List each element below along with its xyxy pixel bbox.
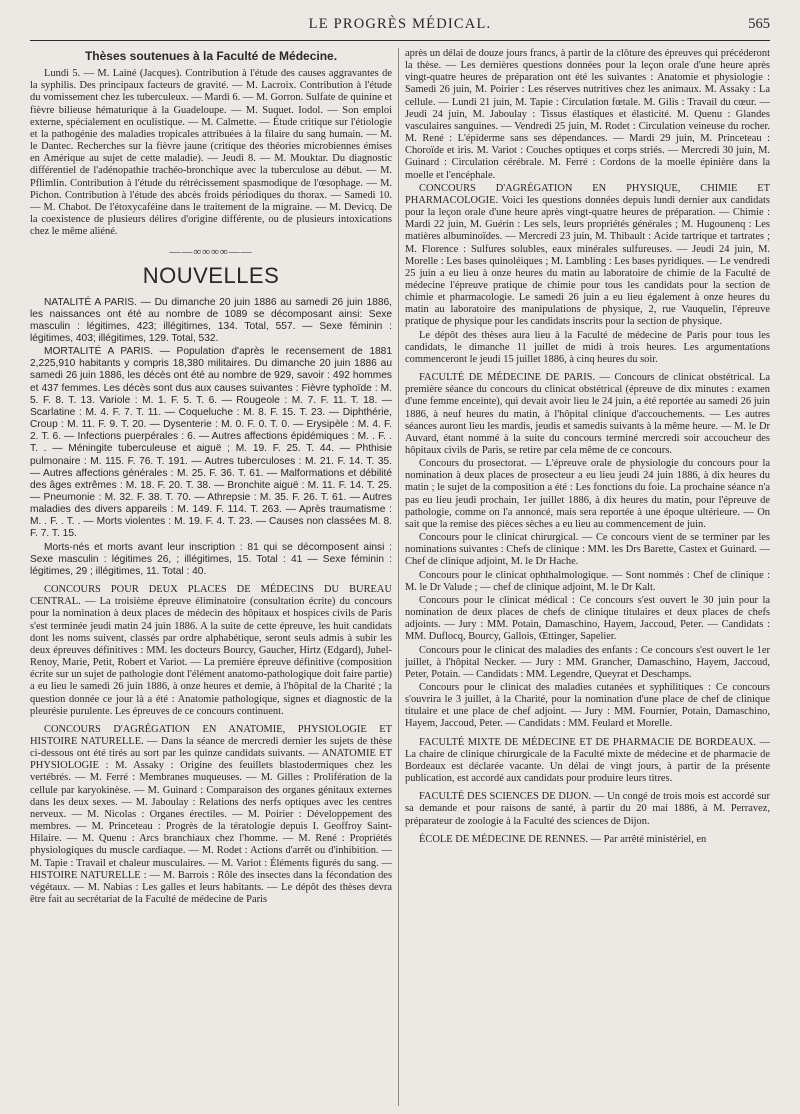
depot-theses-paragraph: Le dépôt des thèses aura lieu à la Faculté de médecine de Paris pour tous les candidats, le dimanche 11 juillet de midi à trois heures. Les argumentations commenceront le jeudi 15 juillet 1886, à cinq heures du soir. xyxy=(405,329,770,365)
morts-nes-paragraph: Morts-nés et morts avant leur inscription : 81 qui se décomposent ainsi : Sexe masculin : légitimes 26, ; illégitimes, 15. Total : 41 — Sexe féminin : légitimes, 29 ; illégitimes, 11. Total : 40. xyxy=(30,541,392,577)
faculte-paris-paragraph: FACULTÉ DE MÉDECINE DE PARIS. — Concours de clinicat obstétrical. La première séance du concours du clinicat obstétrical (épreuve de dix minutes : examen d'une femme enceinte), qui devait avoir lieu le 24 juin, a été reportée au samedi 26 juin 1886, à neuf heures du matin, à l'hôpital clinique d'accouchements. — Les autres séances auront lieu les mardis, jeudis et samedis suivants à la même heure. — M. le Dr Auvard, étant nommé à la suite du concours terminé mercredi soir accoucheur des hôpitaux civils de Paris, se retire par cela même de ce concours. xyxy=(405,372,770,456)
prosectorat-paragraph: Concours du prosectorat. — L'épreuve orale de physiologie du concours pour la nomination à deux places de prosecteur a eu lieu jeudi 24 juin 1886, à dix heures du matin ; le sujet de la composition a été : Les fonctions du foie. La prochaine séance n'a pas eu lieu jeudi prochain, 1er juillet 1886, à dix heures du matin, pour l'épreuve de pathologie, comme on l'a annoncé, mais sera reportée à une époque ultérieure. — On sait que la remise des pièces sèches a eu lieu au commencement de juin. xyxy=(405,458,770,530)
running-title: LE PROGRÈS MÉDICAL. xyxy=(308,16,492,32)
faculte-dijon-paragraph: FACULTÉ DES SCIENCES DE DIJON. — Un congé de trois mois est accordé sur sa demande et pour raisons de santé, à partir du 20 mai 1886, à M. Perravez, préparateur de zoologie à la Faculté des sciences de Dijon. xyxy=(405,791,770,827)
page-header xyxy=(30,14,770,38)
clinicat-enfants-paragraph: Concours pour le clinicat des maladies des enfants : Ce concours s'est ouvert le 1er juillet, à l'hôpital Necker. — Jury : MM. Grancher, Damaschino, Hayem, Jaccoud, Peter, Potain. — Candidats : MM. Legendre, Queyrat et Deschamps. xyxy=(405,644,770,680)
continuation-paragraph: après un délai de douze jours francs, à partir de la clôture des épreuves qui précéderont la thèse. — Les dernières questions données pour la leçon orale d'une heure après vingt-quatre heures de préparation ont été les suivantes : Anatomie et physiologie : Samedi 26 juin, M. Poirier : Les réserves nutritives chez les animaux. M. Assaky : La cellule. — Lundi 21 juin, M. Tapie : Circulation fœtale. M. Gilis : Travail du cœur. — Jeudi 24 juin, M. Jaboulay : Tissus élastiques et élasticité. M. Quenu : Glandes vasculaires sanguines. — Vendredi 25 juin, M. Rodet : Circulation veineuse du rocher. M. René : L'épiderme sans ses dépendances. — Mardi 29 juin, M. Princeteau : Choroïde et iris. M. Variot : Couches optiques et corps striés. — Mercredi 30 juin, M. Guinard : Circulation cérébrale. M. Ferré : Cordons de la moelle épinière dans la moelle et l'encéphale. xyxy=(405,48,770,181)
ornament-divider: ——∞∞∞∞—— xyxy=(169,246,253,259)
theses-heading: Thèses soutenues à la Faculté de Médecine. xyxy=(84,49,338,63)
clinicat-cutanees-paragraph: Concours pour le clinicat des maladies cutanées et syphilitiques : Ce concours s'ouvrira le 3 juillet, à la Charité, pour la nomination d'une place de chef de clinique titulaire et une place de chef adjoint. — Jury : MM. Fournier, Potain, Damaschino, Hayem, Jaccoud, Peter. — Candidats : MM. Feulard et Morelle. xyxy=(405,681,770,730)
mortalite-paragraph: MORTALITÉ A PARIS. — Population d'après le recensement de 1881 2,225,910 habitants y compris 18,380 militaires. Du dimanche 20 juin 1886 au samedi 26 juin 1886, les décès ont été au nombre de 929, savoir : 492 hommes et 437 femmes. Les décès sont dus aux causes suivantes : Fièvre typhoïde : M. 5. F. 8. T. 13. Variole : M. 1. F. 5. T. 6. — Rougeole : M. 7. F. 11. T. 18. — Scarlatine : M. 4. F. 7. T. 11. — Coqueluche : M. 8. F. 15. T. 23. — Diphthérie, Croup : M. 11. F. 9. T. 20. — Dysenterie : M. 0. F. 0. T. 0. — Erysipèle : M. 4. F. 2. T. 6. — Infections puerpérales : 6. — Autres affections épidémiques : M. . F. . T. . — Méningite tuberculeuse et aiguë ; M. 19. F. 25. T. 44. — Phthisie pulmonaire : M. 115. F. 76. T. 191. — Autres tuberculoses : M. 21. F. 14. T. 35. — Autres affections générales : M. 25. F. 36. T. 61. — Malformations et débilité des âges extrêmes : M. 18. F. 20. T. 38. — Bronchite aiguë : M. 11. F. 14. T. 25. — Pneumonie : M. 32. F. 38. T. 70. — Athrepsie : M. 35. F. 26. T. 61. — Autres maladies des divers appareils : M. 149. F. 114. T. 263. — Après traumatisme : M. . F. . T. . — Morts violentes : M. 19. F. 4. T. 23. — Causes non classées M. 8. F. 7. T. 15. xyxy=(30,346,392,540)
left-column xyxy=(30,48,392,1108)
concours-bureau-paragraph: CONCOURS POUR DEUX PLACES DE MÉDECINS DU BUREAU CENTRAL. — La troisième épreuve éliminatoire (consultation écrite) du concours pour la nomination à deux places de médecin des hôpitaux et hospices civils de Paris s'est terminée jeudi matin 24 juin 1886. A la suite de cette épreuve, les huit candidats dont les noms suivent, classés par ordre alphabétique, seront seuls admis à subir les deux épreuves définitives : MM. les docteurs Bourcy, Gaucher, Hirtz (Edgard), Juhel-Renoy, Marie, Petit, Robert et Variot. — La première épreuve définitive (composition écrite sur un sujet de pathologie dont l'élément anatomo-pathologique doit faire partie) a eu lieu le samedi 26 juin 1886, à onze heures et demie, à l'hôpital de la Charité ; la question donnée ce jour là a été : Anatomie pathologique, signes et diagnostic de la pleurésie purulente. Les épreuves de ce concours continuent. xyxy=(30,584,392,717)
page-number: 565 xyxy=(748,16,770,32)
header-rule xyxy=(30,40,770,41)
clinicat-medical-paragraph: Concours pour le clinicat médical : Ce concours s'est ouvert le 30 juin pour la nomination de deux places de chefs de clinique titulaires et deux places de chefs adjoints. — Jury : MM. Potain, Damaschino, Hayem, Jaccoud, Peter. — Candidats : MM. Duflocq, Bourcy, Gallois, Œttinger, Sapelier. xyxy=(405,594,770,643)
concours-agregation-physique-paragraph: CONCOURS D'AGRÉGATION EN PHYSIQUE, CHIMIE ET PHARMACOLOGIE. Voici les questions données depuis lundi dernier aux candidats pour la leçon orale d'une heure après vingt-quatre heures de préparation. — Chimie : Mardi 22 juin, M. Guérin : Les sels, leurs propriétés générales ; M. Hugounenq : Les matières albuminoïdes. — Mercredi 23 juin, M. Thibault : Acide tartrique et tartrates ; M. Florence : Sulfures solubles, eaux minérales sulfureuses. — Jeudi 24 juin, M. Morelle : Les bases quinoléiques ; M. Lambling : Les bases pyridiques. — Le vendredi 25 juin a eu lieu à onze heures du matin au laboratoire de chimie de la Faculté de médecine l'épreuve pratique de chimie pour tous les candidats pour la section de chimie et pharmacologie. Le samedi 26 juin a eu lieu également à onze heures du matin au laboratoire des manipulations de physique, 2, rue Vauquelin, l'épreuve pratique de physique pour les candidats inscrits pour la section de physique. xyxy=(405,182,770,328)
nouvelles-heading: NOUVELLES xyxy=(142,262,280,288)
clinicat-chirurgical-paragraph: Concours pour le clinicat chirurgical. — Ce concours vient de se terminer par les nominations suivantes : Chefs de clinique : MM. les Drs Barette, Castex et Guinard. — Chef de clinique adjoint, M. le Dr Hache. xyxy=(405,532,770,568)
clinicat-ophtalmo-paragraph: Concours pour le clinicat ophthalmologique. — Sont nommés : Chef de clinique : M. le Dr Valude ; — chef de clinique adjoint, M. le Dr Kalt. xyxy=(405,569,770,593)
column-divider xyxy=(398,48,399,1106)
concours-agregation-anatomie-paragraph: CONCOURS D'AGRÉGATION EN ANATOMIE, PHYSIOLOGIE ET HISTOIRE NATURELLE. — Dans la séance de mercredi dernier les sujets de thèse ci-dessous ont été tirés au sort par les quinze candidats suivants. — ANATOMIE ET PHYSIOLOGIE : M. Assaky : Origine des feuillets blastodermiques chez les vertébrés. — M. Ferré : Membranes muqueuses. — M. Gilles : Prolifération de la cellule par karyokinèse. — M. Guinard : Comparaison des organes génitaux externes dans les deux sexes. — M. Jaboulay : Relations des nerfs optiques avec les centres nerveux. — M. Nicolas : Organes érectiles. — M. Poirier : Développement des membres. — M. Princeteau : Progrès de la tératologie depuis I. Geoffroy Saint-Hilaire. — M. Quenu : Arcs branchiaux chez l'homme. — M. René : Propriétés physiologiques du muscle cardiaque. — M. Rodet : Actions d'arrêt ou d'inhibition. — M. Tapie : Travail et chaleur musculaires. — M. Variot : Éléments figurés du sang. — HISTOIRE NATURELLE : — M. Barrois : Rôle des insectes dans la fécondation des végétaux. — M. Nabias : Les galles et leurs habitants. — Le dépôt des thèses devra être fait au secrétariat de la Faculté de médecine de Paris xyxy=(30,723,392,905)
faculte-bordeaux-paragraph: FACULTÉ MIXTE DE MÉDECINE ET DE PHARMACIE DE BORDEAUX. — La chaire de clinique chirurgicale de la Faculté mixte de médecine et de pharmacie de Bordeaux est déclarée vacante. Un délai de vingt jours, à partir de la présente publication, est accordé aux candidats pour produire leurs titres. xyxy=(405,736,770,785)
natalite-paragraph: NATALITÉ A PARIS. — Du dimanche 20 juin 1886 au samedi 26 juin 1886, les naissances ont été au nombre de 1089 se décomposant ainsi: Sexe masculin : légitimes, 423; illégitimes, 134. Total, 557. — Sexe féminin : légitimes, 403; illégitimes, 129. Total, 532. xyxy=(30,296,392,344)
theses-text: Lundi 5. — M. Lainé (Jacques). Contribution à l'étude des causes aggravantes de la syphilis. Des principaux facteurs de gravité. — M. Lacroix. Contribution à l'étude du vomissement chez les tuberculeux. — Mardi 6. — M. Gorron. Sulfate de quinine et fièvre bilieuse hématurique à la Guadeloupe. — M. Suquet. Iodol. — Son emploi externe, spécialement en oculistique. — M. Calmette. — Étude critique sur l'étiologie et la pathogénie des maladies tropicales attribuées à la filaire du sang humain. — M. le Dantec. Recherches sur la fièvre jaune (critique des théories microbiennes émises en Amérique au sujet de cette maladie). — Jeudi 8. — M. Mouktar. Du diagnostic différentiel de l'adénopathie trachéo-bronchique avec la tuberculose au début. — M. Pflimlin. Contribution à l'étude du rétrécissement spasmodique de l'œsophage. — M. Pichon. Contribution à l'étude des abcès froids périodiques du thorax. — Samedi 10. — M. Chabot. De l'étoxycaféine dans le traitement de la migraine. — M. Devicq. De la coexistence de plusieurs délires d'origine différente, ou de plusieurs intoxications chez le même aliéné. xyxy=(30,68,392,238)
ecole-rennes-paragraph: ÉCOLE DE MÉDECINE DE RENNES. — Par arrêté ministériel, en xyxy=(419,833,707,845)
right-column xyxy=(405,48,770,1108)
